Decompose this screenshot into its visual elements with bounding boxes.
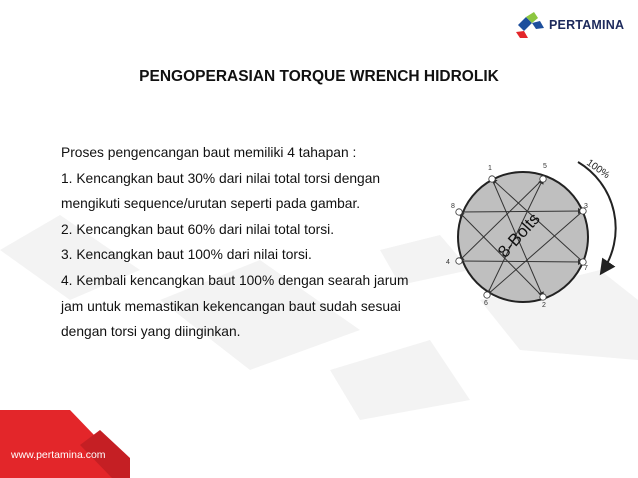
text-line: 2. Kencangkan baut 60% dari nilai total torsi. xyxy=(61,221,335,237)
page-title: PENGOPERASIAN TORQUE WRENCH HIDROLIK xyxy=(139,68,499,85)
text-line: Proses pengencangan baut memiliki 4 tahapan : xyxy=(61,145,357,160)
text-line: mengikuti sequence/urutan seperti pada gambar. xyxy=(61,196,361,212)
text-line: jam untuk memastikan kekencangan baut sudah sesuai xyxy=(61,298,401,314)
bolt-hole xyxy=(456,258,462,264)
footer-url: www.pertamina.com xyxy=(11,449,106,461)
bolt-number: 1 xyxy=(488,165,492,172)
pertamina-logo xyxy=(512,12,632,38)
text-line: 1. Kencangkan baut 30% dari nilai total torsi dengan xyxy=(61,170,381,186)
bolt-hole xyxy=(540,176,546,182)
bolt-number: 4 xyxy=(446,259,450,266)
bolt-number: 3 xyxy=(584,203,588,210)
text-line: 3. Kencangkan baut 100% dari nilai torsi. xyxy=(61,247,312,263)
bolt-hole xyxy=(456,209,462,215)
bolt-hole xyxy=(489,176,495,182)
pertamina-logo-icon xyxy=(512,12,546,38)
text-line: dengan torsi yang diinginkan. xyxy=(61,324,241,340)
diagram-label: 8-Bolts xyxy=(494,209,544,262)
footer-band xyxy=(0,400,638,478)
percent-label: 100% xyxy=(584,157,612,182)
bolt-sequence-diagram xyxy=(438,142,618,322)
bolt-number: 6 xyxy=(484,300,488,307)
bolt-hole xyxy=(540,294,546,300)
bolt-hole xyxy=(484,292,490,298)
logo-text: PERTAMINA xyxy=(549,18,625,32)
bolt-number: 5 xyxy=(543,163,547,170)
body-text xyxy=(61,140,431,345)
bolt-number: 7 xyxy=(584,265,588,272)
text-line: 4. Kembali kencangkan baut 100% dengan searah jarum xyxy=(61,272,409,288)
bolt-number: 8 xyxy=(451,203,455,210)
bolt-number: 2 xyxy=(542,302,546,309)
